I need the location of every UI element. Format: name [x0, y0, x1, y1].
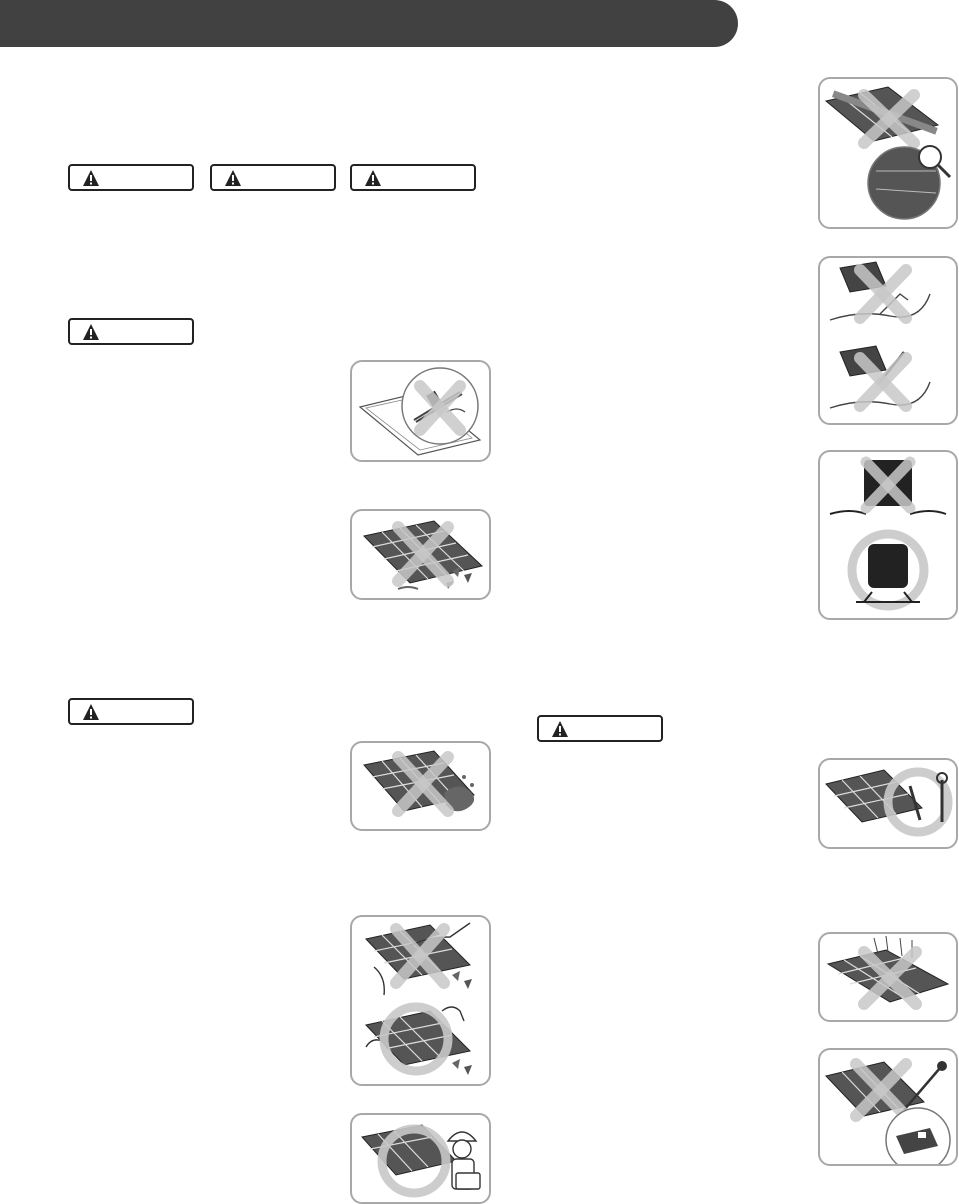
- connector-orientation-icon: [820, 452, 956, 618]
- warning-triangle-icon: [224, 169, 242, 187]
- panel-breakage-prohibited-icon: [352, 511, 489, 598]
- illustration-panel: [818, 932, 958, 1022]
- illustration-panel: [818, 256, 958, 425]
- cover-removal-prohibited-icon: [352, 362, 489, 460]
- illustration-panel: [818, 77, 958, 229]
- warning-triangle-icon: [82, 323, 100, 341]
- illustration-panel: [818, 1048, 958, 1166]
- warning-label: [68, 318, 194, 345]
- section-title: [0, 12, 24, 34]
- section-header-bar: [0, 0, 738, 47]
- warning-label: [210, 164, 336, 191]
- service-tools-icon: [820, 760, 956, 847]
- warning-label: [537, 715, 663, 742]
- warning-triangle-icon: [551, 720, 569, 738]
- scratch-prohibited-icon: [820, 1050, 956, 1164]
- liquid-spill-prohibited-icon: [352, 743, 489, 829]
- impact-prohibited-icon: [820, 934, 956, 1020]
- illustration-panel: [818, 450, 958, 620]
- warning-triangle-icon: [82, 169, 100, 187]
- illustration-panel: [350, 509, 491, 600]
- panel-handling-icon: [352, 917, 489, 1084]
- illustration-panel: [350, 741, 491, 831]
- qualified-installer-icon: [352, 1115, 489, 1202]
- mounting-inspection-icon: [820, 79, 956, 227]
- illustration-panel: [818, 758, 958, 849]
- junction-box-prohibited-icon: [820, 258, 956, 423]
- illustration-panel: [350, 360, 491, 462]
- illustration-panel: [350, 1113, 491, 1204]
- warning-triangle-icon: [82, 703, 100, 721]
- illustration-panel: [350, 915, 491, 1086]
- warning-triangle-icon: [364, 169, 382, 187]
- warning-label: [350, 164, 476, 191]
- warning-label: [68, 164, 194, 191]
- warning-label: [68, 698, 194, 725]
